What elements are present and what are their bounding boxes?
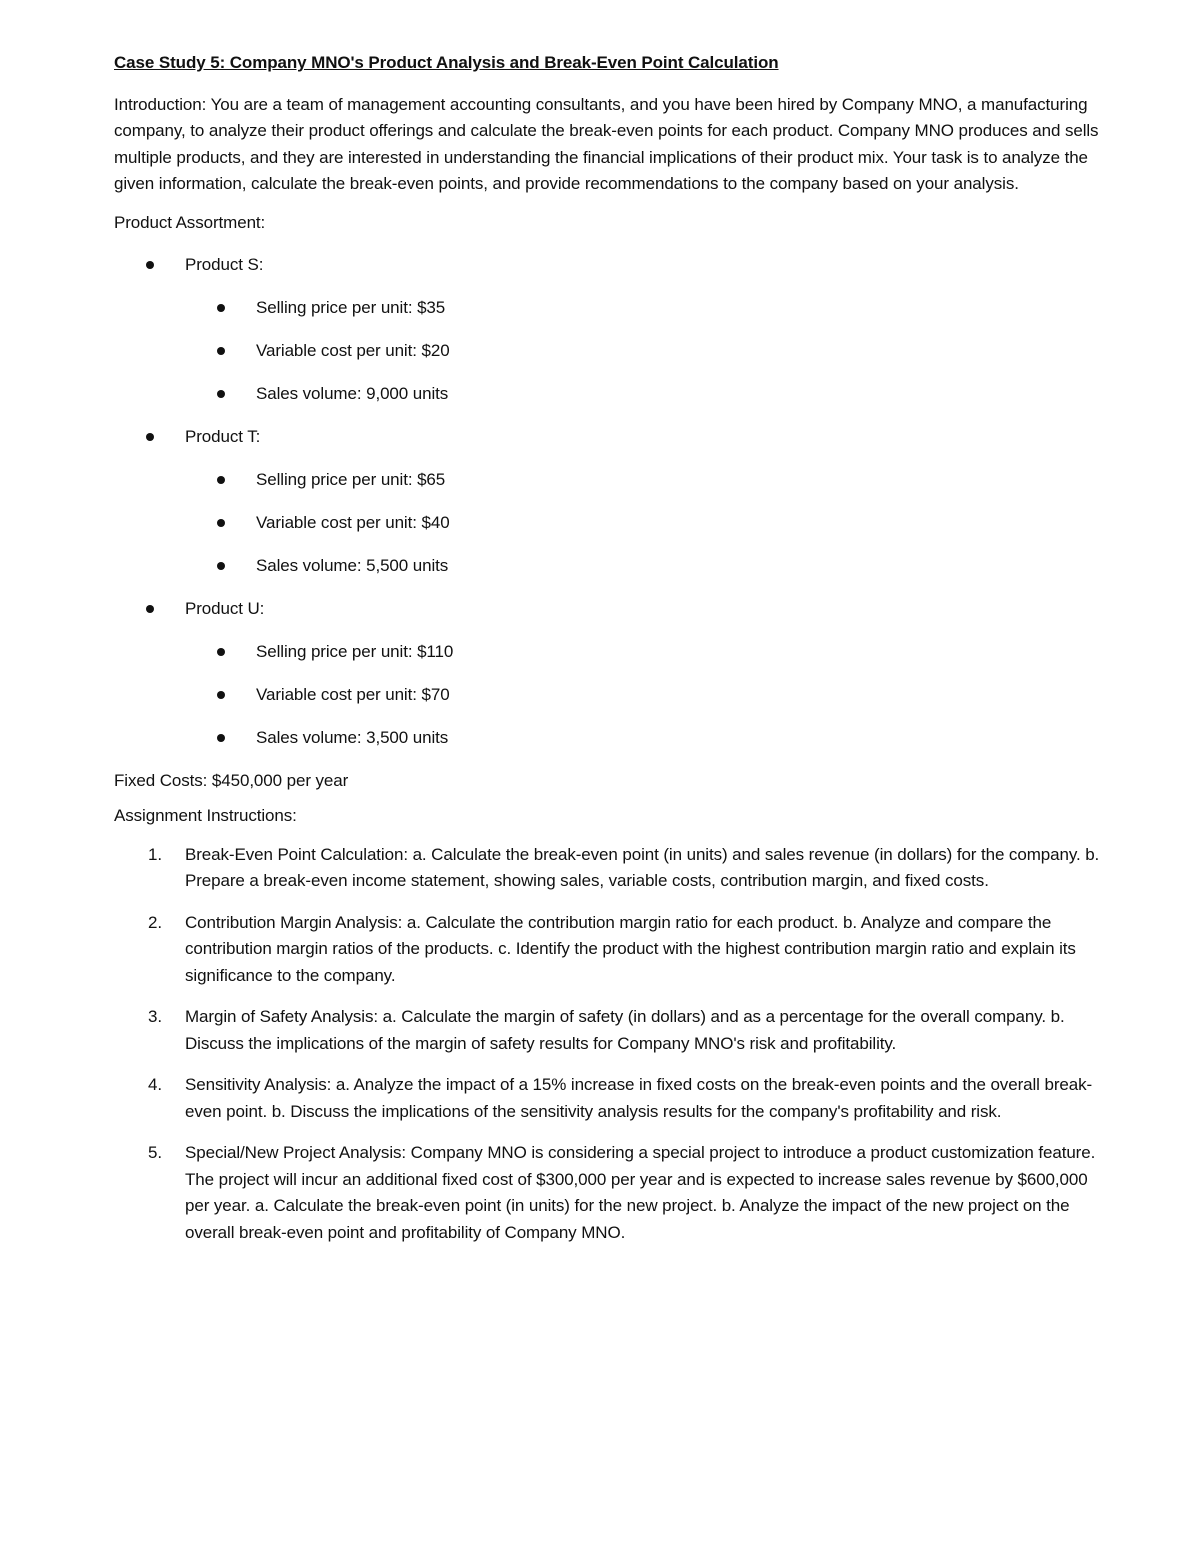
bullet-icon xyxy=(146,605,154,613)
introduction-paragraph: Introduction: You are a team of management accounting consultants, and you have been hired by Company MNO, a manufacturing company, to analyze their product offerings and calculate the break-even points for each product. Company MNO produces and sells multiple products, and they are interested in understanding the financial implications of their product mix. Your task is to analyze the given information, calculate the break-even points, and provide recommendations to the company based on your analysis. xyxy=(114,94,1099,193)
product-spec-group xyxy=(114,470,1104,599)
task-number: 3. xyxy=(148,1007,162,1026)
bullet-icon xyxy=(217,304,225,312)
task-text: Special/New Project Analysis: Company MNO is considering a special project to introduce a product customization feature. The project will incur an additional fixed cost of $300,000 per year and is expected to increase sales revenue by $600,000 per year. a. Calculate the break-even point (in units) for the new project. b. Analyze the impact of the new project on the overall break-even point and profitability of Company MNO. xyxy=(185,1143,1096,1242)
bullet-icon xyxy=(217,734,225,742)
document-page xyxy=(114,50,1104,1261)
product-name: Product S: xyxy=(185,254,264,274)
bullet-icon xyxy=(146,433,154,441)
task-number: 2. xyxy=(148,912,162,932)
product-item xyxy=(114,599,1104,642)
document-title: Case Study 5: Company MNO's Product Analysis and Break-Even Point Calculation xyxy=(114,53,779,72)
spec-item xyxy=(114,642,1104,685)
bullet-icon xyxy=(217,390,225,398)
product-item xyxy=(114,427,1104,470)
assignment-heading: Assignment Instructions: xyxy=(114,805,297,825)
spec-item xyxy=(114,728,1104,771)
task-list xyxy=(114,842,1104,1247)
spec-item xyxy=(114,298,1104,341)
task-item xyxy=(114,1140,1104,1246)
bullet-icon xyxy=(217,562,225,570)
task-item xyxy=(114,842,1104,895)
spec-text: Sales volume: 3,500 units xyxy=(256,727,449,747)
product-list xyxy=(114,255,1104,771)
spec-item xyxy=(114,470,1104,513)
product-spec-group xyxy=(114,642,1104,771)
product-name: Product T: xyxy=(185,426,261,446)
bullet-icon xyxy=(217,347,225,355)
task-number: 4. xyxy=(148,1075,162,1094)
bullet-icon xyxy=(146,261,154,269)
spec-text: Variable cost per unit: $40 xyxy=(256,512,450,532)
spec-text: Selling price per unit: $35 xyxy=(256,297,446,317)
spec-item xyxy=(114,513,1104,556)
spec-item xyxy=(114,685,1104,728)
product-name: Product U: xyxy=(185,598,265,618)
task-text: Sensitivity Analysis: a. Analyze the impact of a 15% increase in fixed costs on the break-even points and the overall break-even point. b. Discuss the implications of the sensitivity analysis results for the company's profitability and risk. xyxy=(185,1075,1093,1121)
spec-text: Selling price per unit: $110 xyxy=(256,641,454,661)
task-text: Margin of Safety Analysis: a. Calculate the margin of safety (in dollars) and as a percentage for the overall company. b. Discuss the implications of the margin of safety results for Company MNO's risk and profitability. xyxy=(185,1007,1065,1053)
product-item xyxy=(114,255,1104,298)
spec-text: Variable cost per unit: $70 xyxy=(256,684,450,704)
task-item xyxy=(114,1004,1104,1057)
spec-item xyxy=(114,384,1104,427)
assortment-heading: Product Assortment: xyxy=(114,212,266,232)
task-number: 1. xyxy=(148,844,162,864)
task-number: 5. xyxy=(148,1143,162,1162)
bullet-icon xyxy=(217,648,225,656)
spec-item xyxy=(114,556,1104,599)
bullet-icon xyxy=(217,476,225,484)
spec-item xyxy=(114,341,1104,384)
fixed-costs: Fixed Costs: $450,000 per year xyxy=(114,770,349,790)
spec-text: Selling price per unit: $65 xyxy=(256,469,446,489)
task-text: Break-Even Point Calculation: a. Calculate the break-even point (in units) and sales revenue (in dollars) for the company. b. Prepare a break-even income statement, showing sales, variable costs, contribution margin, and fixed costs. xyxy=(185,844,1100,890)
spec-text: Variable cost per unit: $20 xyxy=(256,340,450,360)
product-spec-group xyxy=(114,298,1104,427)
task-text: Contribution Margin Analysis: a. Calculate the contribution margin ratio for each product. b. Analyze and compare the contribution margin ratios of the products. c. Identify the product with the highest contribution margin ratio and explain its significance to the company. xyxy=(185,912,1076,985)
task-item xyxy=(114,910,1104,990)
task-item xyxy=(114,1072,1104,1125)
bullet-icon xyxy=(217,519,225,527)
spec-text: Sales volume: 5,500 units xyxy=(256,555,449,575)
spec-text: Sales volume: 9,000 units xyxy=(256,383,449,403)
bullet-icon xyxy=(217,691,225,699)
